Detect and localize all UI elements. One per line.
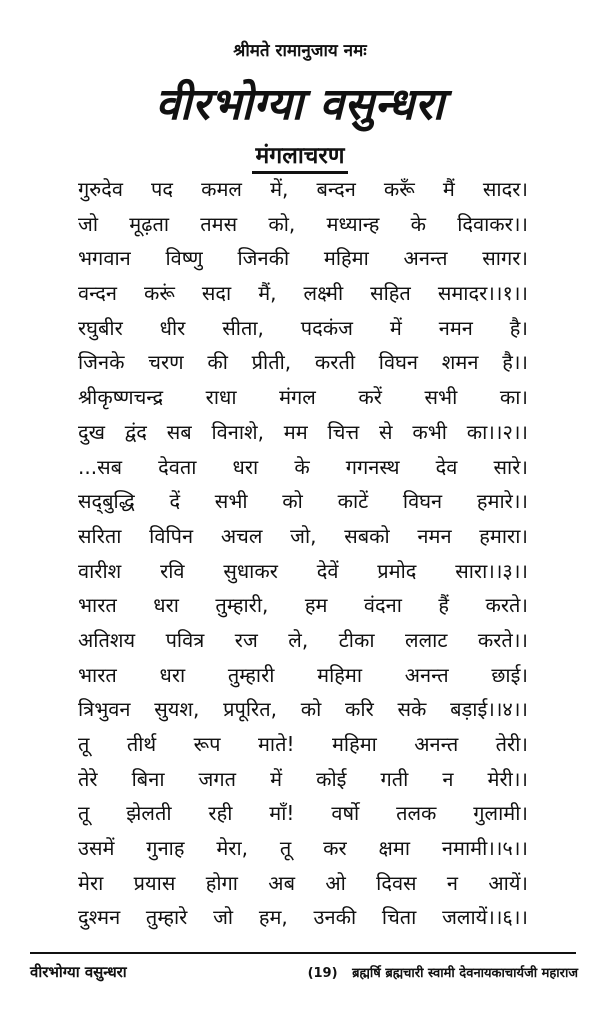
book-title-heading: वीरभोग्या वसुन्धरा <box>155 79 445 130</box>
section-subtitle-text: मंगलाचरण <box>252 143 349 174</box>
page-number: (19) <box>307 966 338 981</box>
verse-line: वारीश रवि सुधाकर देवें प्रमोद सारा।।३।। <box>78 558 528 583</box>
verse-line: गुरुदेव पद कमल में, बन्दन करूँ मैं सादर। <box>78 177 528 201</box>
invocation-line: श्रीमते रामानुजाय नमः <box>233 41 367 61</box>
verse-list <box>78 172 528 935</box>
verse-line: अतिशय पवित्र रज ले, टीका ललाट करते।। <box>78 627 528 652</box>
verse-line: भारत धरा तुम्हारी महिमा अनन्त छाई। <box>78 662 528 687</box>
footer-book-title: वीरभोग्या वसुन्धरा <box>30 963 127 981</box>
verse-line: वन्दन करूं सदा मैं, लक्ष्मी सहित समादर।।१।। <box>78 281 528 306</box>
verse-line: दुश्मन तुम्हारे जो हम, उनकी चिता जलायें।।६।। <box>78 905 528 930</box>
verse-line: ...सब देवता धरा के गगनस्थ देव सारे। <box>78 454 528 479</box>
verse-line: सद्‌बुद्धि दें सभी को काटें विघन हमारे।। <box>78 489 528 514</box>
verse-line: भगवान विष्णु जिनकी महिमा अनन्त सागर। <box>78 246 528 271</box>
verse-line: श्रीकृष्णचन्द्र राधा मंगल करें सभी का। <box>78 385 528 410</box>
verse-line: त्रिभुवन सुयश, प्रपूरित, को करि सके बड़ाई।।४।। <box>78 697 528 722</box>
verse-line: भारत धरा तुम्हारी, हम वंदना हैं करते। <box>78 593 528 618</box>
verse-line: तेरे बिना जगत में कोई गती न मेरी।। <box>78 766 528 791</box>
section-subtitle <box>0 138 600 170</box>
verse-line: तू तीर्थ रूप माते! महिमा अनन्त तेरी। <box>78 732 528 756</box>
verse-line: तू झेलती रही माँ! वर्षो तलक गुलामी। <box>78 801 528 826</box>
footer-info <box>308 963 578 981</box>
verse-line: मेरा प्रयास होगा अब ओ दिवस न आयें। <box>78 870 528 895</box>
footer-divider <box>30 952 576 954</box>
verse-line: दुख द्वंद सब विनाशे, मम चित्त से कभी का।।२।। <box>78 419 528 444</box>
verse-line: जिनके चरण की प्रीती, करती विघन शमन है।। <box>78 350 528 375</box>
verse-line: जो मूढ़ता तमस को, मध्यान्ह के दिवाकर।। <box>78 211 528 236</box>
verse-line: रघुबीर धीर सीता, पदकंज में नमन है। <box>78 315 528 340</box>
verse-line: सरिता विपिन अचल जो, सबको नमन हमारा। <box>78 523 528 548</box>
verse-line: उसमें गुनाह मेरा, तू कर क्षमा नमामी।।५।। <box>78 836 528 861</box>
footer-author: ब्रह्मर्षि ब्रह्मचारी स्वामी देवनायकाचार्यजी महाराज <box>352 966 578 981</box>
